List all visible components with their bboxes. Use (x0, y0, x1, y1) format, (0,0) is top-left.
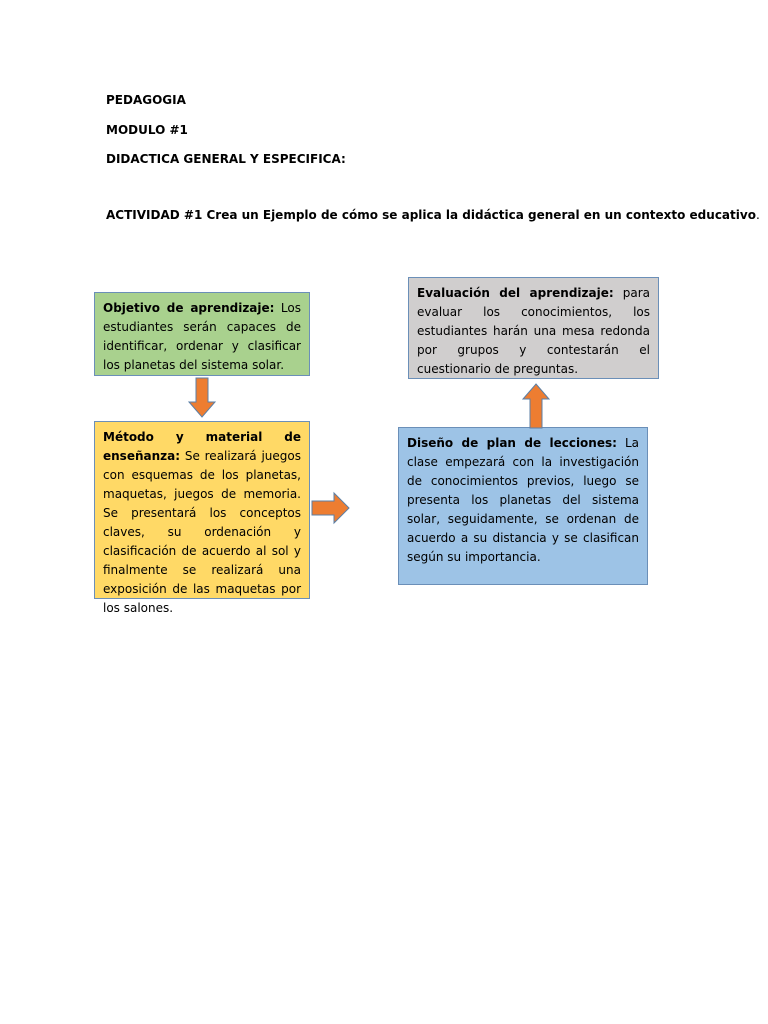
method-box (94, 421, 310, 615)
right-arrow-icon (312, 492, 350, 524)
method-body: Se realizará juegos con esquemas de los planetas, maquetas, juegos de memoria. Se presentará los conceptos claves, su ordenación y clasificación de acuerdo al sol y finalmente se realizará una exposición de las maquetas por los salones. (103, 449, 301, 615)
objective-box (94, 292, 310, 376)
objective-title: Objetivo de aprendizaje: (103, 301, 275, 315)
method-title: Método y material de enseñanza: (103, 430, 301, 463)
evaluation-box (408, 277, 659, 379)
down-arrow-icon (188, 378, 216, 418)
subject-label: DIDACTICA GENERAL Y ESPECIFICA: (106, 152, 346, 166)
doc-title: PEDAGOGIA (106, 93, 186, 107)
activity-text: ACTIVIDAD #1 Crea un Ejemplo de cómo se aplica la didáctica general en un contexto educativo (106, 208, 756, 222)
module-label: MODULO #1 (106, 123, 188, 137)
activity-end: . (755, 208, 760, 222)
activity-statement (106, 208, 760, 222)
evaluation-body: para evaluar los conocimientos, los estudiantes harán una mesa redonda por grupos y contestarán el cuestionario de preguntas. (417, 286, 650, 376)
objective-body: Los estudiantes serán capaces de identificar, ordenar y clasificar los planetas del sistema solar. (103, 301, 301, 372)
lesson-plan-box (398, 427, 648, 585)
lesson-plan-body: La clase empezará con la investigación de conocimientos previos, luego se presenta los planetas del sistema solar, seguidamente, se ordenan de acuerdo a su distancia y se clasifican según su importancia. (407, 436, 639, 564)
lesson-plan-title: Diseño de plan de lecciones: (407, 436, 617, 450)
evaluation-title: Evaluación del aprendizaje: (417, 286, 614, 300)
up-arrow-icon (522, 383, 550, 429)
